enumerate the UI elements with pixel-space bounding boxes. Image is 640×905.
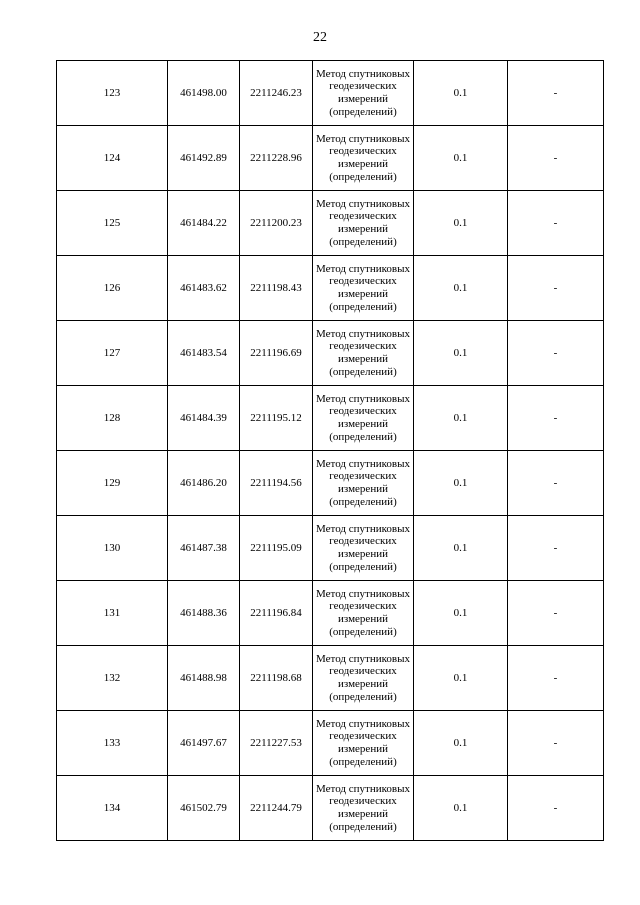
note-cell: - — [508, 451, 604, 516]
x-coordinate-cell: 461498.00 — [168, 61, 240, 126]
x-coordinate-cell: 461488.36 — [168, 581, 240, 646]
note-cell: - — [508, 646, 604, 711]
y-coordinate-cell: 2211200.23 — [240, 191, 313, 256]
table-row — [57, 516, 604, 581]
table-row — [57, 646, 604, 711]
method-cell: Метод спутниковых геодезических измерений (определений) — [313, 646, 414, 711]
table-row — [57, 581, 604, 646]
table-row — [57, 256, 604, 321]
point-number-cell: 129 — [57, 451, 168, 516]
note-cell: - — [508, 61, 604, 126]
table-row — [57, 386, 604, 451]
accuracy-cell: 0.1 — [414, 776, 508, 841]
accuracy-cell: 0.1 — [414, 61, 508, 126]
accuracy-cell: 0.1 — [414, 126, 508, 191]
point-number-cell: 134 — [57, 776, 168, 841]
x-coordinate-cell: 461486.20 — [168, 451, 240, 516]
accuracy-cell: 0.1 — [414, 581, 508, 646]
point-number-cell: 128 — [57, 386, 168, 451]
y-coordinate-cell: 2211194.56 — [240, 451, 313, 516]
table-row — [57, 711, 604, 776]
method-cell: Метод спутниковых геодезических измерений (определений) — [313, 126, 414, 191]
accuracy-cell: 0.1 — [414, 386, 508, 451]
x-coordinate-cell: 461483.54 — [168, 321, 240, 386]
y-coordinate-cell: 2211195.09 — [240, 516, 313, 581]
point-number-cell: 125 — [57, 191, 168, 256]
note-cell: - — [508, 711, 604, 776]
y-coordinate-cell: 2211227.53 — [240, 711, 313, 776]
note-cell: - — [508, 126, 604, 191]
table-row — [57, 61, 604, 126]
note-cell: - — [508, 516, 604, 581]
note-cell: - — [508, 776, 604, 841]
method-cell: Метод спутниковых геодезических измерений (определений) — [313, 321, 414, 386]
point-number-cell: 131 — [57, 581, 168, 646]
point-number-cell: 133 — [57, 711, 168, 776]
x-coordinate-cell: 461502.79 — [168, 776, 240, 841]
x-coordinate-cell: 461497.67 — [168, 711, 240, 776]
y-coordinate-cell: 2211198.43 — [240, 256, 313, 321]
accuracy-cell: 0.1 — [414, 321, 508, 386]
point-number-cell: 123 — [57, 61, 168, 126]
point-number-cell: 130 — [57, 516, 168, 581]
point-number-cell: 132 — [57, 646, 168, 711]
method-cell: Метод спутниковых геодезических измерений (определений) — [313, 61, 414, 126]
x-coordinate-cell: 461483.62 — [168, 256, 240, 321]
method-cell: Метод спутниковых геодезических измерений (определений) — [313, 386, 414, 451]
x-coordinate-cell: 461487.38 — [168, 516, 240, 581]
note-cell: - — [508, 386, 604, 451]
accuracy-cell: 0.1 — [414, 451, 508, 516]
accuracy-cell: 0.1 — [414, 191, 508, 256]
table-row — [57, 191, 604, 256]
method-cell: Метод спутниковых геодезических измерений (определений) — [313, 711, 414, 776]
coordinates-table — [56, 60, 604, 841]
table-row — [57, 321, 604, 386]
y-coordinate-cell: 2211244.79 — [240, 776, 313, 841]
method-cell: Метод спутниковых геодезических измерений (определений) — [313, 776, 414, 841]
y-coordinate-cell: 2211198.68 — [240, 646, 313, 711]
table-row — [57, 776, 604, 841]
accuracy-cell: 0.1 — [414, 256, 508, 321]
method-cell: Метод спутниковых геодезических измерений (определений) — [313, 516, 414, 581]
point-number-cell: 124 — [57, 126, 168, 191]
method-cell: Метод спутниковых геодезических измерений (определений) — [313, 451, 414, 516]
x-coordinate-cell: 461484.39 — [168, 386, 240, 451]
method-cell: Метод спутниковых геодезических измерений (определений) — [313, 256, 414, 321]
y-coordinate-cell: 2211196.69 — [240, 321, 313, 386]
accuracy-cell: 0.1 — [414, 711, 508, 776]
note-cell: - — [508, 321, 604, 386]
accuracy-cell: 0.1 — [414, 646, 508, 711]
note-cell: - — [508, 581, 604, 646]
method-cell: Метод спутниковых геодезических измерений (определений) — [313, 581, 414, 646]
note-cell: - — [508, 191, 604, 256]
x-coordinate-cell: 461488.98 — [168, 646, 240, 711]
y-coordinate-cell: 2211196.84 — [240, 581, 313, 646]
x-coordinate-cell: 461492.89 — [168, 126, 240, 191]
x-coordinate-cell: 461484.22 — [168, 191, 240, 256]
accuracy-cell: 0.1 — [414, 516, 508, 581]
table-row — [57, 126, 604, 191]
y-coordinate-cell: 2211246.23 — [240, 61, 313, 126]
method-cell: Метод спутниковых геодезических измерений (определений) — [313, 191, 414, 256]
y-coordinate-cell: 2211195.12 — [240, 386, 313, 451]
point-number-cell: 127 — [57, 321, 168, 386]
point-number-cell: 126 — [57, 256, 168, 321]
y-coordinate-cell: 2211228.96 — [240, 126, 313, 191]
table-row — [57, 451, 604, 516]
page-number: 22 — [313, 30, 327, 45]
note-cell: - — [508, 256, 604, 321]
